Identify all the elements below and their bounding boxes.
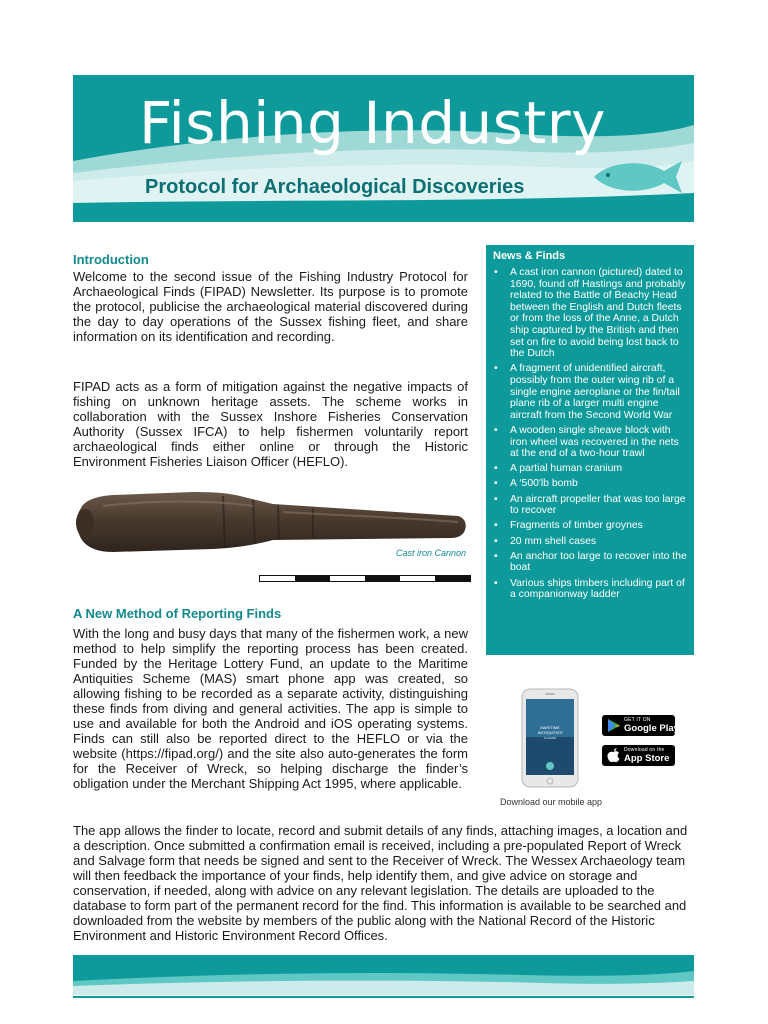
- app-store-badge[interactable]: [602, 745, 675, 766]
- method-heading: A New Method of Reporting Finds: [73, 606, 282, 621]
- page-subtitle: Protocol for Archaeological Discoveries: [145, 176, 525, 198]
- news-list: [493, 267, 689, 604]
- list-item: • Various ships timbers including part of a companionway ladder: [493, 578, 689, 601]
- page-title: Fishing Industry: [139, 89, 606, 157]
- footer-rule: [73, 996, 694, 998]
- phone-screen-line-2: ANTIQUITIES: [537, 730, 563, 735]
- method-paragraph-1: With the long and busy days that many of the fishermen work, a new method to help simplify the reporting process has been created. Funded by the Heritage Lottery Fund, an update to the Maritime Antiquities Scheme (MAS) smart phone app was created, so allowing fishing to be recorded as a separate activity, distinguishing these finds from diving and general activities. The app is simple to use and available for both the Android and iOS operating systems. Finds can still also be reported direct to the HEFLO or via the website (https://fipad.org/) and the site also auto-generates the form for the Receiver of Wreck, so helping discharge the finder’s obligation under the Merchant Shipping Act 1995, where applicable.: [73, 626, 468, 791]
- apple-icon: [607, 748, 620, 763]
- google-play-badge[interactable]: [602, 715, 679, 736]
- list-item: • A ‘500'lb bomb: [493, 478, 689, 490]
- cannon-caption: Cast iron Cannon: [396, 548, 467, 558]
- list-item: • A wooden single sheave block with iron wheel was recovered in the nets at the end of a two-hour trawl: [493, 425, 689, 460]
- app-caption: Download our mobile app: [500, 797, 603, 807]
- list-item: • A partial human cranium: [493, 463, 689, 475]
- intro-heading: Introduction: [73, 252, 149, 267]
- list-item: • A fragment of unidentified aircraft, possibly from the outer wing rib of a single engine aeroplane or the fin/tail plane rib of a larger multi engine aircraft from the Second World War: [493, 363, 689, 421]
- intro-paragraph-2: FIPAD acts as a form of mitigation against the negative impacts of fishing on unknown heritage assets. The scheme works in collaboration with the Sussex Inshore Fisheries Conservation Authority (Sussex IFCA) to help fishermen voluntarily report archaeological finds either online or through the Historic Environment Fisheries Liaison Officer (HEFLO).: [73, 379, 468, 469]
- app-store-small: Download on the: [624, 747, 665, 753]
- scale-bar: [259, 575, 471, 582]
- list-item: • An anchor too large to recover into the boat: [493, 551, 689, 574]
- list-item: • An aircraft propeller that was too large to recover: [493, 494, 689, 517]
- list-item: • 20 mm shell cases: [493, 536, 689, 548]
- phone-screen-line-1: MARITIME: [540, 725, 560, 730]
- cannon-image: [73, 478, 473, 558]
- news-heading: News & Finds: [493, 250, 566, 262]
- google-play-small: GET IT ON: [624, 717, 651, 723]
- phone-screen-line-3: SCHEME: [543, 736, 557, 740]
- app-store-label: App Store: [624, 753, 670, 764]
- header-banner: [73, 75, 694, 222]
- fish-icon: [592, 157, 686, 197]
- news-panel: [486, 245, 694, 655]
- footer-wave: [73, 955, 694, 995]
- list-item: • A cast iron cannon (pictured) dated to 1690, found off Hastings and probably related to the Battle of Beachy Head between the English and Dutch fleets or from the loss of the Anne, a Dutch ship captured by the British and then set on fire to avoid being lost back to the Dutch: [493, 267, 689, 360]
- method-paragraph-2: The app allows the finder to locate, record and submit details of any finds, attaching images, a location and a description. Once submitted a confirmation email is received, including a pre-populated Report of Wreck and Salvage form that needs be signed and sent to the Receiver of Wreck. The Wessex Archaeology team will then feedback the importance of your finds, help identify them, and give advice on storage and conservation, if needed, along with advice on any relevant legislation. The details are uploaded to the database to form part of the permanent record for the find. This information is available to be searched and downloaded from the website by members of the public along with the National Record of the Historic Environment and Historic Environment Record Offices.: [73, 823, 688, 943]
- intro-paragraph-1: Welcome to the second issue of the Fishing Industry Protocol for Archaeological Finds (FIPAD) Newsletter. Its purpose is to promote the protocol, publicise the archaeological material discovered during the day to day operations of the Sussex fishing fleet, and share information on its identification and recording.: [73, 269, 468, 344]
- phone-image: [521, 688, 579, 788]
- google-play-label: Google Play: [624, 723, 679, 734]
- list-item: • Fragments of timber groynes: [493, 520, 689, 532]
- google-play-icon: [607, 718, 621, 733]
